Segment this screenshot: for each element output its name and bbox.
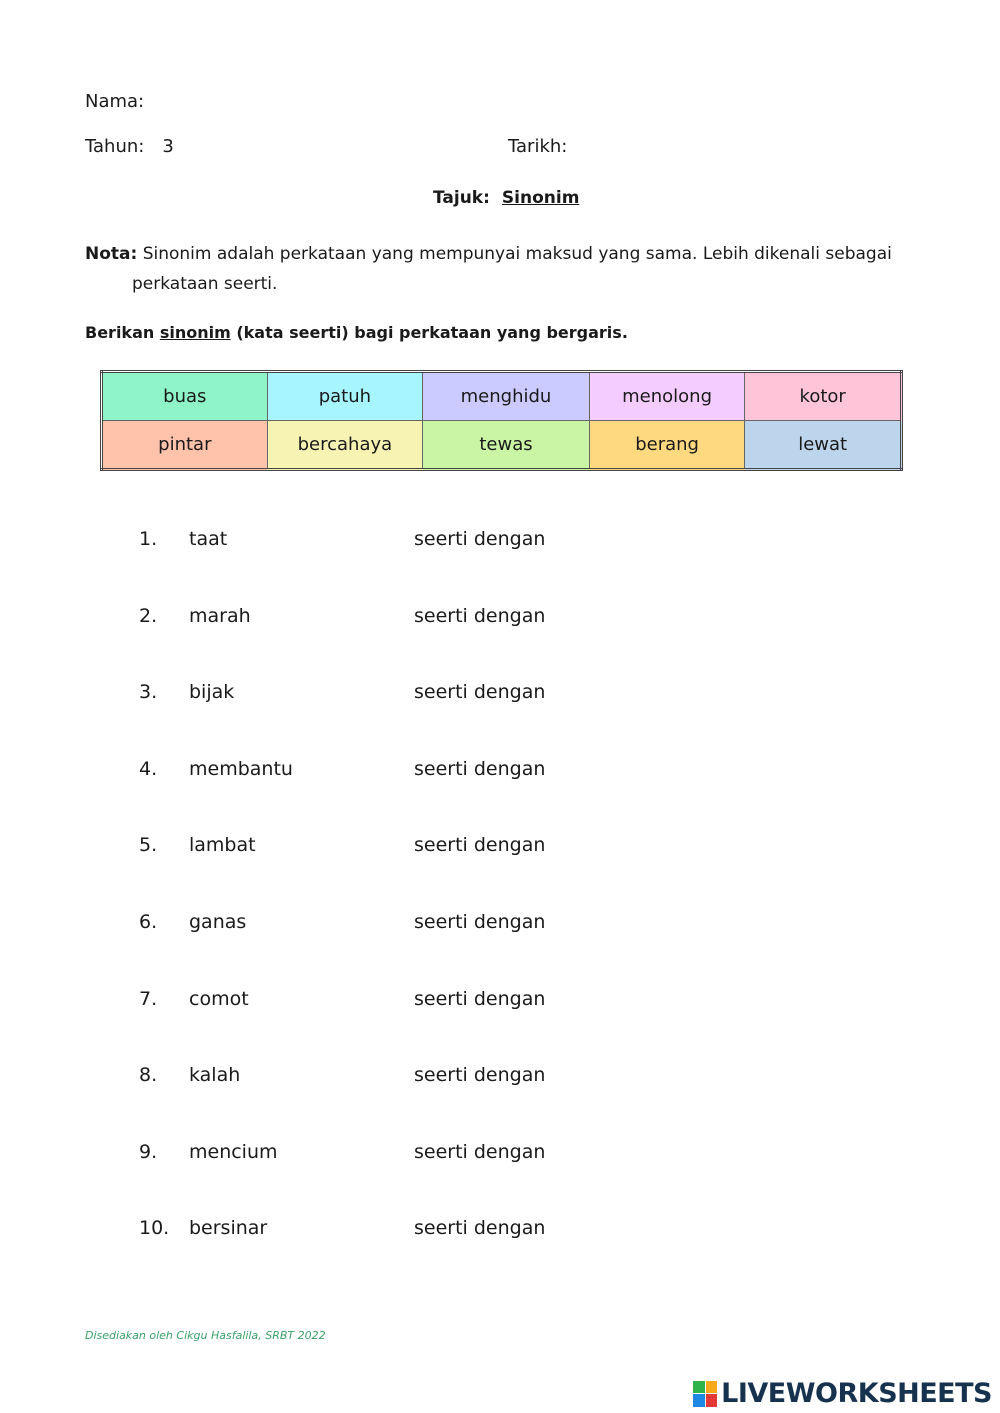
instruction-keyword: sinonim xyxy=(159,323,231,342)
question-phrase: seerti dengan xyxy=(414,681,546,703)
note-text-line1: Sinonim adalah perkataan yang mempunyai maksud yang sama. Lebih dikenali sebagai xyxy=(137,244,892,264)
word-bank-cell: pintar xyxy=(102,421,268,470)
word-bank-row xyxy=(102,421,902,470)
question-word: taat xyxy=(189,528,228,550)
word-bank-cell: tewas xyxy=(423,421,590,470)
question-phrase: seerti dengan xyxy=(414,758,546,780)
question-word: kalah xyxy=(189,1064,241,1086)
question-phrase: seerti dengan xyxy=(414,1141,546,1163)
name-label: Nama: xyxy=(85,91,145,112)
question-word: membantu xyxy=(189,758,293,780)
question-number: 10. xyxy=(139,1217,170,1239)
logo-mark-square xyxy=(693,1381,705,1394)
credit-text: Disediakan oleh Cikgu Hasfalila, SRBT 2022 xyxy=(85,1329,326,1342)
instruction xyxy=(85,323,628,342)
note-block xyxy=(85,239,905,299)
question-number: 9. xyxy=(139,1141,158,1163)
question-word: bijak xyxy=(189,681,235,703)
question-number: 4. xyxy=(139,758,158,780)
logo-mark-square xyxy=(693,1394,705,1407)
word-bank-cell: buas xyxy=(102,372,268,421)
question-word: comot xyxy=(189,988,249,1010)
year-field xyxy=(85,136,174,157)
word-bank-cell: lewat xyxy=(745,421,902,470)
question-phrase: seerti dengan xyxy=(414,988,546,1010)
liveworksheets-logo xyxy=(693,1378,992,1409)
question-number: 8. xyxy=(139,1064,158,1086)
question-phrase: seerti dengan xyxy=(414,1064,546,1086)
question-phrase: seerti dengan xyxy=(414,605,546,627)
logo-mark-icon xyxy=(693,1381,717,1407)
word-bank-cell: patuh xyxy=(267,372,423,421)
word-bank-cell: berang xyxy=(589,421,745,470)
logo-mark-square xyxy=(706,1381,718,1394)
page-title xyxy=(433,188,579,208)
title-value: Sinonim xyxy=(501,188,580,208)
note-text-line2: perkataan seerti. xyxy=(132,274,278,294)
question-word: bersinar xyxy=(189,1217,268,1239)
question-word: mencium xyxy=(189,1141,278,1163)
question-number: 7. xyxy=(139,988,158,1010)
instruction-part2: (kata seerti) bagi perkataan yang bergaris. xyxy=(230,323,628,342)
question-number: 1. xyxy=(139,528,158,550)
question-number: 6. xyxy=(139,911,158,933)
question-phrase: seerti dengan xyxy=(414,911,546,933)
date-label: Tarikh: xyxy=(508,136,568,157)
word-bank-cell: kotor xyxy=(745,372,902,421)
note-label: Nota: xyxy=(85,244,138,264)
question-phrase: seerti dengan xyxy=(414,528,546,550)
question-phrase: seerti dengan xyxy=(414,1217,546,1239)
year-label: Tahun: xyxy=(85,136,145,157)
question-number: 5. xyxy=(139,834,158,856)
question-word: lambat xyxy=(189,834,256,856)
question-phrase: seerti dengan xyxy=(414,834,546,856)
logo-text: LIVEWORKSHEETS xyxy=(721,1378,992,1409)
word-bank-cell: bercahaya xyxy=(267,421,423,470)
question-word: marah xyxy=(189,605,251,627)
word-bank-table xyxy=(100,370,903,471)
word-bank-cell: menolong xyxy=(589,372,745,421)
question-word: ganas xyxy=(189,911,247,933)
question-number: 3. xyxy=(139,681,158,703)
logo-mark-square xyxy=(706,1394,718,1407)
word-bank-row xyxy=(102,372,902,421)
year-value: 3 xyxy=(162,136,174,157)
word-bank-cell: menghidu xyxy=(423,372,590,421)
title-label: Tajuk: xyxy=(433,188,490,208)
question-number: 2. xyxy=(139,605,158,627)
instruction-part1: Berikan xyxy=(85,323,160,342)
